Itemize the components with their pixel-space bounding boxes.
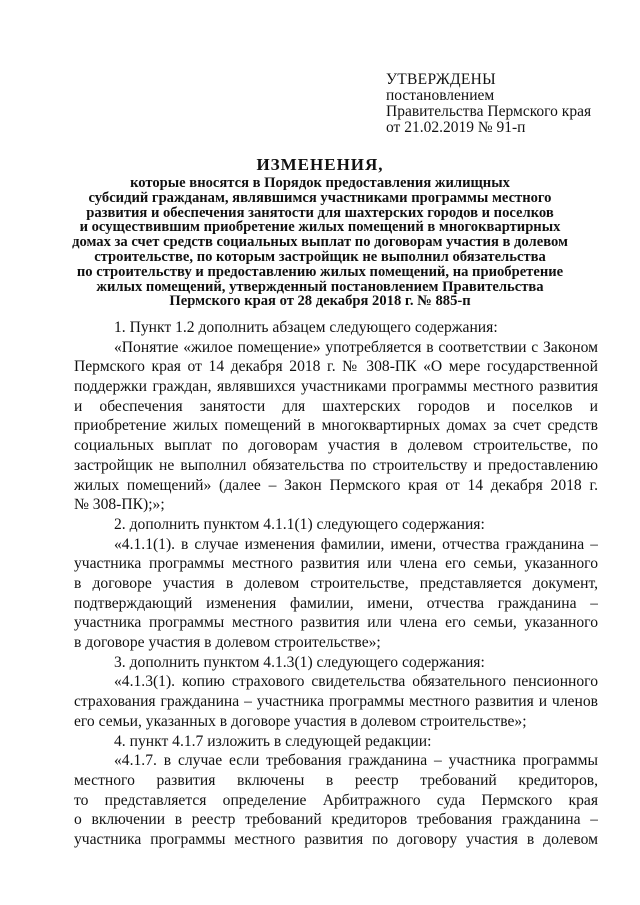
body-line: «Понятие «жилое помещение» употребляется в соответствии с Законом [114, 338, 598, 356]
subtitle-line: развития и обеспечения занятости для шахтерских городов и поселков [86, 204, 554, 221]
body-line: местного развития включены в реестр требований кредиторов, [74, 771, 598, 789]
document-body [74, 318, 598, 850]
body-line: в договоре участия в долевом строительстве, представляется документ, [74, 574, 598, 592]
approval-line: Правительства Пермского края [386, 103, 592, 120]
body-line: «4.1.7. в случае если требования гражданина – участника программы [114, 752, 598, 770]
body-line: Пермского края от 14 декабря 2018 г. № 308-ПК «О мере государственной [74, 358, 598, 376]
subtitle-line: Пермского края от 28 декабря 2018 г. № 885-п [169, 293, 471, 310]
approval-heading: УТВЕРЖДЕНЫ [386, 71, 496, 88]
body-line: «4.1.3(1). копию страхового свидетельства обязательного пенсионного [114, 673, 598, 691]
body-line: социальных выплат по договорам участия в долевом строительстве, по [74, 437, 598, 455]
body-line: подтверждающий изменения фамилии, имени, отчества гражданина – [74, 594, 598, 612]
body-line: застройщик не выполнил обязательства по строительству и предоставлению [74, 456, 598, 474]
body-line: 2. дополнить пунктом 4.1.1(1) следующего содержания: [114, 515, 485, 533]
body-line: «4.1.1(1). в случае изменения фамилии, имени, отчества гражданина – [114, 535, 598, 553]
body-line: № 308-ПК);»; [74, 496, 165, 514]
body-line: приобретение жилых помещений в многоквартирных домах за счет средств [74, 417, 598, 435]
subtitle-line: домах за счет средств социальных выплат по договорам участия в долевом [72, 234, 568, 251]
body-line: участника программы местного развития или члена его семьи, указанного [74, 614, 598, 632]
body-line: страхования гражданина – участника программы местного развития и членов [74, 693, 598, 711]
subtitle-line: по строительству и предоставлению жилых помещений, на приобретение [76, 263, 564, 280]
body-line: его семьи, указанных в договоре участия в долевом строительстве»; [74, 712, 527, 730]
subtitle-line: субсидий гражданам, являвшимся участниками программы местного [88, 189, 552, 206]
body-line: участника программы местного развития по договору участия в долевом [74, 830, 598, 848]
subtitle-line: строительстве, по которым застройщик не выполнил обязательства [94, 248, 546, 265]
approval-stamp [386, 72, 626, 136]
body-line: то представляется определение Арбитражного суда Пермского края [74, 791, 598, 809]
body-line: и обеспечения занятости для шахтерских городов и поселков и [74, 397, 598, 415]
subtitle-line: жилых помещений, утвержденный постановлением Правительства [96, 278, 544, 295]
approval-line: от 21.02.2019 № 91-п [386, 119, 526, 136]
body-line: участника программы местного развития или члена его семьи, указанного [74, 555, 598, 573]
body-line: 3. дополнить пунктом 4.1.3(1) следующего содержания: [114, 653, 485, 671]
body-line: жилых помещений» (далее – Закон Пермского края от 14 декабря 2018 г. [74, 476, 598, 494]
body-line: в договоре участия в долевом строительстве»; [74, 634, 381, 652]
body-line: 1. Пункт 1.2 дополнить абзацем следующего содержания: [114, 319, 498, 336]
body-line: поддержки граждан, являвшихся участниками программы местного развития [74, 378, 598, 396]
document-title: ИЗМЕНЕНИЯ, [256, 155, 384, 174]
body-line: о включении в реестр требований кредиторов требования гражданина – [74, 811, 598, 829]
body-line: 4. пункт 4.1.7 изложить в следующей редакции: [114, 732, 432, 750]
subtitle-line: и осуществившим приобретение жилых помещений в многоквартирных [79, 219, 561, 236]
approval-line: постановлением [386, 87, 495, 104]
subtitle-line: которые вносятся в Порядок предоставления жилищных [130, 175, 510, 191]
document-subtitle [70, 176, 570, 309]
